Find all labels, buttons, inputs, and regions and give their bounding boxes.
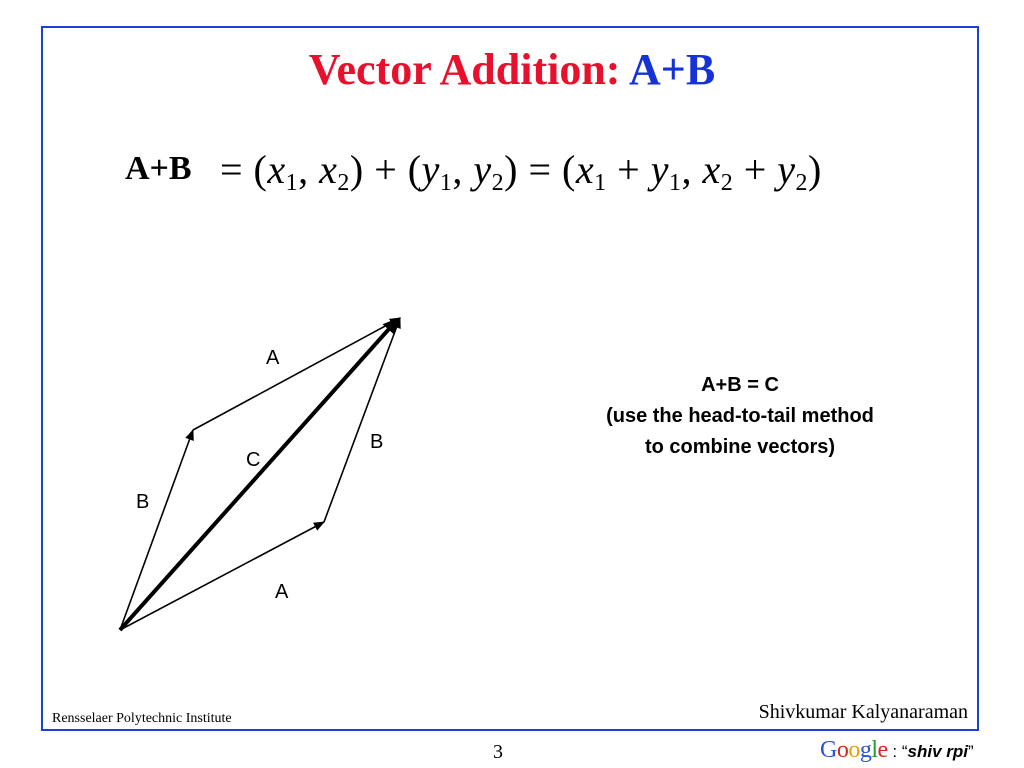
google-separator: : “ <box>887 742 908 761</box>
slide-title <box>0 45 1024 94</box>
google-logo: Google <box>820 737 888 763</box>
vector-a-top-arrow <box>193 318 400 430</box>
institution-name: Rensselaer Polytechnic Institute <box>52 711 232 726</box>
vector-b-right-arrow <box>324 318 400 522</box>
author-name: Shivkumar Kalyanaraman <box>758 701 968 723</box>
google-search-hint <box>820 737 974 764</box>
note-line-3: to combine vectors) <box>644 436 836 458</box>
note-line-1: A+B = C <box>701 374 779 396</box>
equation-rhs: = ($x_1$, $x_2) + (y_1$, $y_2) = (x_1 + y_1$, $x_2 + y_2$) <box>220 147 822 196</box>
vector-diagram <box>100 300 420 650</box>
note-line-2: (use the head-to-tail method <box>606 405 874 427</box>
equation-lhs: A+B <box>125 150 192 187</box>
title-prefix: Vector Addition: <box>308 45 630 94</box>
label-a-top: A <box>266 347 280 369</box>
vector-b-left-arrow <box>120 430 193 630</box>
label-a-bottom: A <box>275 581 289 603</box>
head-to-tail-note <box>540 370 940 463</box>
google-query: shiv rpi <box>907 742 968 761</box>
vector-c-resultant-arrow <box>120 320 397 630</box>
page-number: 3 <box>493 741 503 763</box>
label-c-middle: C <box>246 449 261 471</box>
google-closing-quote: ” <box>967 742 974 761</box>
label-b-left: B <box>136 491 150 513</box>
label-b-right: B <box>370 431 384 453</box>
title-highlight: A+B <box>629 45 716 94</box>
vector-addition-equation <box>120 140 920 210</box>
vector-a-bottom-arrow <box>120 522 324 630</box>
